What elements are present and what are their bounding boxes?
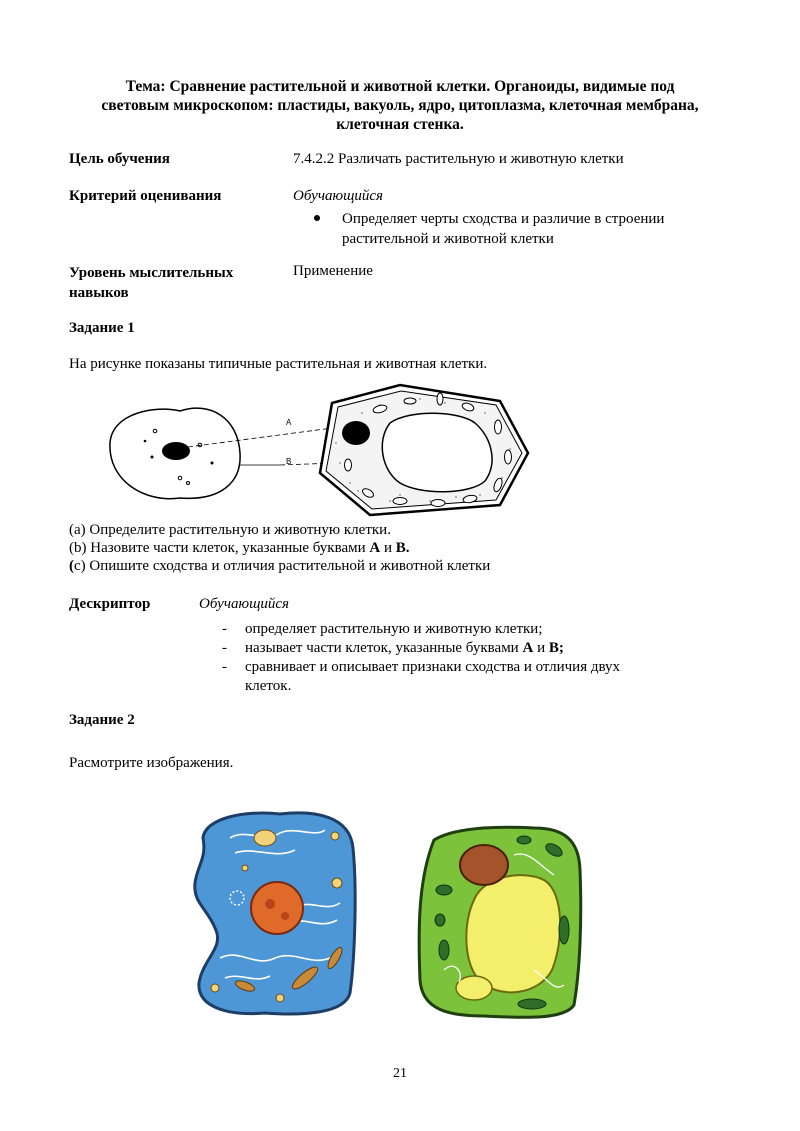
bullet-icon — [314, 215, 320, 221]
task1-question-b-and: и — [380, 540, 396, 556]
descriptor-item-2 — [222, 639, 682, 658]
descriptor-list — [222, 620, 682, 696]
plant-nucleus — [342, 421, 370, 445]
plant-vacuole — [382, 413, 492, 492]
descriptor-item-2-letter-a: A — [522, 640, 534, 656]
animal-granule — [144, 440, 147, 443]
goal-value: 7.4.2.2 Различать растительную и животную клетки — [293, 151, 624, 167]
descriptor-item-3-line-1: сравнивает и описывает признаки сходства и отличия двух — [245, 659, 621, 675]
task1-heading: Задание 1 — [69, 320, 135, 336]
dash-marker: - — [222, 640, 227, 656]
criterion-bullet-line-1: Определяет черты сходства и различие в строении — [342, 211, 665, 227]
criterion-bullet-text — [342, 209, 722, 249]
task1-intro: На рисунке показаны типичные растительная и животная клетки. — [69, 356, 488, 372]
plant-vacuole-illustration — [466, 875, 560, 992]
task1-question-b-letter-b: B. — [395, 540, 410, 556]
plant-cell-illustration — [414, 820, 584, 1022]
descriptor-label: Дескриптор — [69, 596, 151, 612]
descriptor-item-1-text: определяет растительную и животную клетки; — [245, 621, 543, 637]
animal-nucleus — [162, 442, 190, 460]
descriptor-item-2-text: называет части клеток, указанные буквами — [245, 640, 523, 656]
task1-question-b — [69, 540, 410, 557]
task1-question-a: (a) Определите растительную и животную клетки. — [69, 522, 391, 538]
animal-nucleus-illustration — [251, 882, 303, 934]
criterion-bullet-line-2: растительной и животной клетки — [342, 231, 554, 247]
page-number: 21 — [393, 1066, 407, 1081]
dash-marker: - — [222, 659, 227, 675]
animal-nucleolus — [281, 912, 289, 920]
plant-nucleus-illustration — [460, 845, 508, 885]
plant-vesicle — [456, 976, 492, 1000]
task2-heading: Задание 2 — [69, 712, 135, 728]
animal-cell-illustration — [185, 808, 360, 1020]
task1-question-c-open: ( — [69, 558, 74, 574]
descriptor-item-3 — [222, 658, 682, 696]
skills-label — [69, 263, 233, 303]
skills-label-line-2: навыков — [69, 285, 129, 301]
descriptor-learner: Обучающийся — [199, 596, 290, 612]
animal-granule — [151, 456, 154, 459]
task1-question-b-text: (b) Назовите части клеток, указанные буквами — [69, 540, 370, 556]
skills-label-line-1: Уровень мыслительных — [69, 265, 234, 281]
animal-nucleolus — [265, 899, 275, 909]
title-line-1: Тема: Сравнение растительной и животной клетки. Органоиды, видимые под — [125, 78, 675, 95]
criterion-label: Критерий оценивания — [69, 188, 222, 204]
label-b: B — [286, 457, 292, 466]
task1-question-c — [69, 558, 490, 575]
descriptor-item-2-letter-b: B; — [548, 640, 564, 656]
skills-value: Применение — [293, 263, 373, 279]
title-line-3: клеточная стенка. — [336, 116, 464, 133]
task1-question-b-letter-a: A — [369, 540, 381, 556]
descriptor-item-1 — [222, 620, 682, 639]
lesson-title — [60, 77, 740, 134]
task1-question-c-text: ) Опишите сходства и отличия растительной и животной клетки — [80, 558, 491, 574]
task1-question-c-letter: c — [74, 558, 81, 574]
goal-label: Цель обучения — [69, 151, 170, 167]
animal-granule — [211, 462, 214, 465]
label-a: A — [286, 418, 292, 427]
criterion-learner: Обучающийся — [293, 188, 384, 204]
descriptor-item-2-and: и — [533, 640, 549, 656]
dash-marker: - — [222, 621, 227, 637]
title-line-2: световым микроскопом: пластиды, вакуоль, ядро, цитоплазма, клеточная мембрана, — [101, 97, 699, 114]
descriptor-item-3-line-2: клеток. — [245, 678, 292, 694]
cells-diagram — [100, 383, 540, 518]
task2-intro: Расмотрите изображения. — [69, 755, 234, 771]
